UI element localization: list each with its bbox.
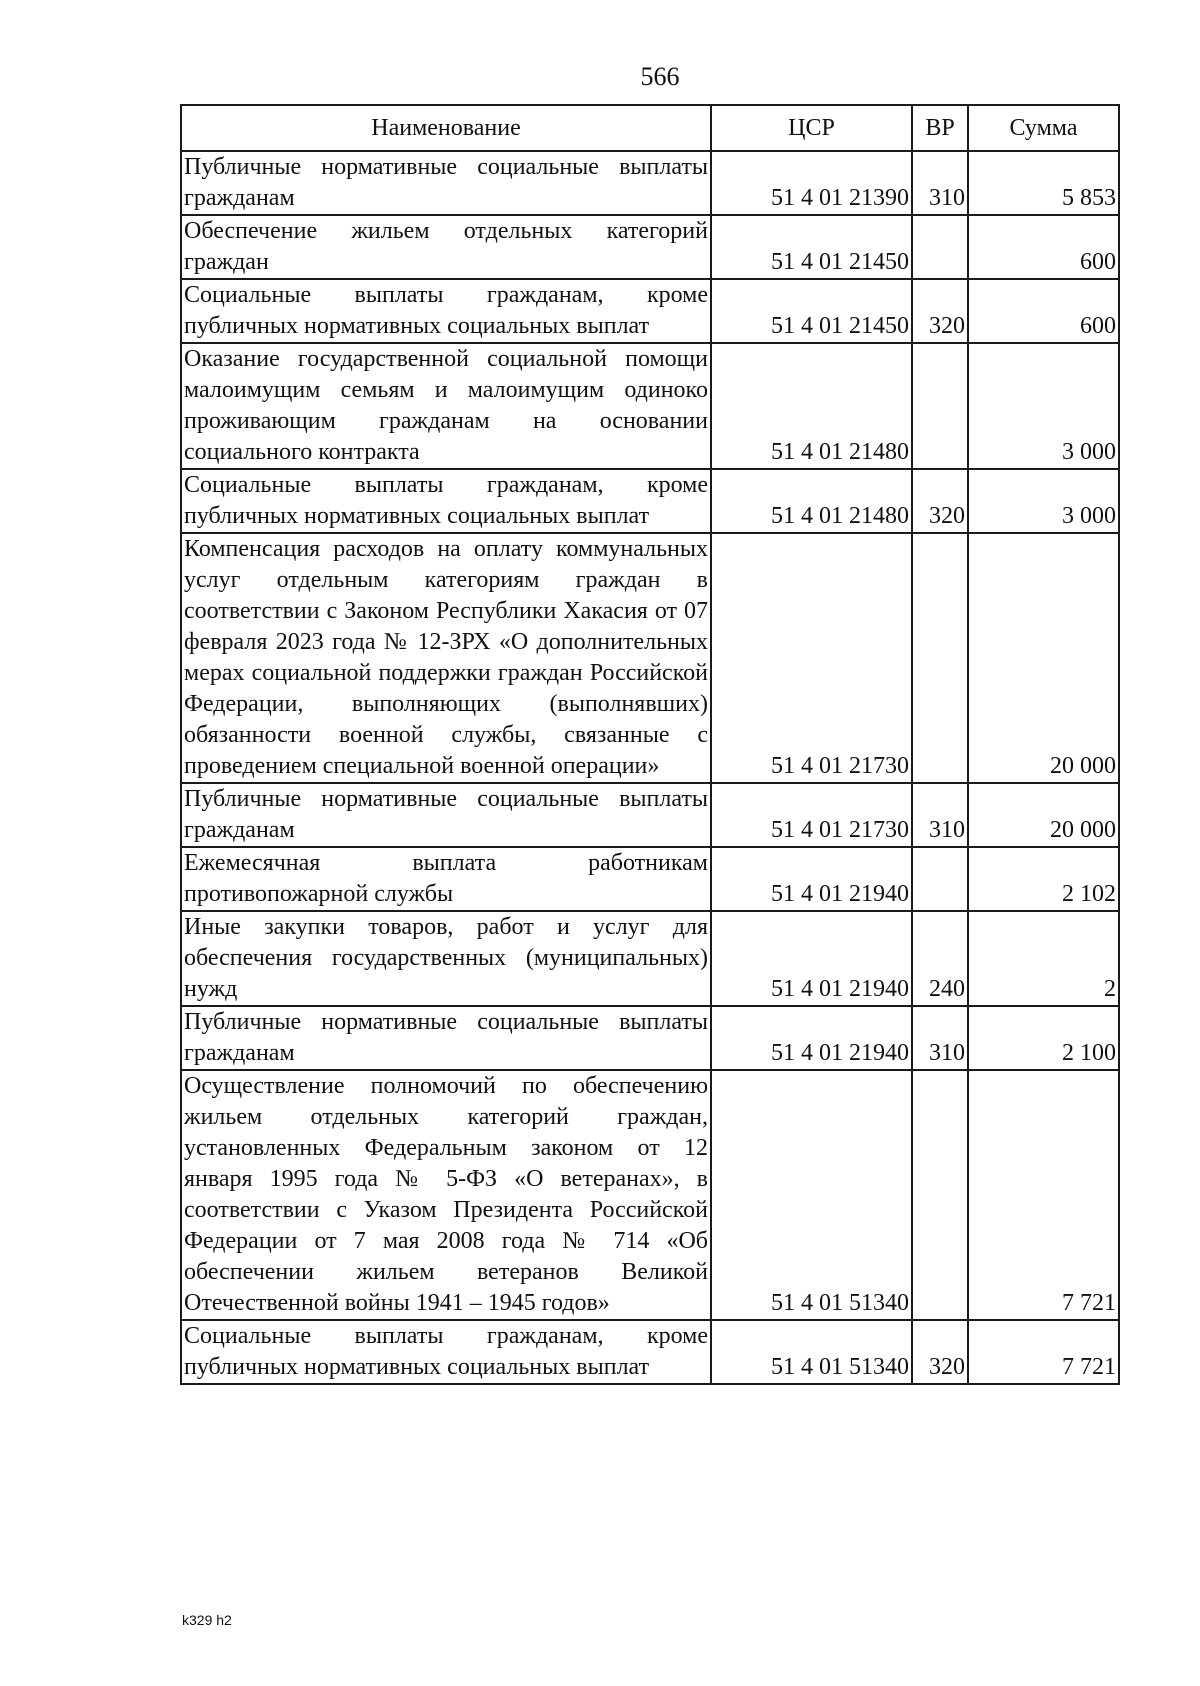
document-code: k329 h2 <box>182 1612 232 1628</box>
table-row <box>181 215 1119 279</box>
row-csr: 51 4 01 21730 <box>711 533 912 783</box>
table-row <box>181 279 1119 343</box>
row-sum: 2 100 <box>968 1006 1119 1070</box>
row-csr: 51 4 01 21730 <box>711 783 912 847</box>
row-name: Публичные нормативные социальные выплаты гражданам <box>181 1006 711 1070</box>
table-row <box>181 1006 1119 1070</box>
table-row <box>181 911 1119 1006</box>
row-vr: 310 <box>912 783 968 847</box>
row-sum: 5 853 <box>968 151 1119 215</box>
row-vr <box>912 847 968 911</box>
row-csr: 51 4 01 21480 <box>711 469 912 533</box>
row-sum: 7 721 <box>968 1070 1119 1320</box>
row-vr <box>912 343 968 469</box>
table-row <box>181 783 1119 847</box>
row-sum: 20 000 <box>968 783 1119 847</box>
row-vr <box>912 533 968 783</box>
table-header-row <box>181 105 1119 151</box>
table-row <box>181 847 1119 911</box>
header-name: Наименование <box>181 105 711 151</box>
row-csr: 51 4 01 21450 <box>711 215 912 279</box>
table-row <box>181 1070 1119 1320</box>
table-row <box>181 151 1119 215</box>
table-row <box>181 533 1119 783</box>
row-name: Компенсация расходов на оплату коммунальных услуг отдельным категориям граждан в соответствии с Законом Республики Хакасия от 07 февраля 2023 года № 12-ЗРХ «О дополнительных мерах социальной поддержки граждан Российской Федерации, выполняющих (выполнявших) обязанности военной службы, связанные с проведением специальной военной операции» <box>181 533 711 783</box>
table-row <box>181 343 1119 469</box>
row-name: Социальные выплаты гражданам, кроме публичных нормативных социальных выплат <box>181 279 711 343</box>
row-vr: 240 <box>912 911 968 1006</box>
row-sum: 2 <box>968 911 1119 1006</box>
row-csr: 51 4 01 21940 <box>711 847 912 911</box>
row-csr: 51 4 01 51340 <box>711 1070 912 1320</box>
header-csr: ЦСР <box>711 105 912 151</box>
row-sum: 7 721 <box>968 1320 1119 1384</box>
row-vr: 320 <box>912 469 968 533</box>
row-csr: 51 4 01 21940 <box>711 1006 912 1070</box>
budget-table <box>180 104 1120 1385</box>
row-csr: 51 4 01 51340 <box>711 1320 912 1384</box>
row-csr: 51 4 01 21480 <box>711 343 912 469</box>
row-sum: 3 000 <box>968 343 1119 469</box>
page-number: 566 <box>640 62 680 91</box>
row-sum: 600 <box>968 215 1119 279</box>
row-vr <box>912 1070 968 1320</box>
row-sum: 20 000 <box>968 533 1119 783</box>
row-name: Обеспечение жильем отдельных категорий граждан <box>181 215 711 279</box>
row-name: Публичные нормативные социальные выплаты гражданам <box>181 783 711 847</box>
row-vr: 310 <box>912 151 968 215</box>
row-name: Оказание государственной социальной помощи малоимущим семьям и малоимущим одиноко проживающим гражданам на основании социального контракта <box>181 343 711 469</box>
row-vr: 320 <box>912 279 968 343</box>
row-name: Иные закупки товаров, работ и услуг для обеспечения государственных (муниципальных) нужд <box>181 911 711 1006</box>
header-sum: Сумма <box>968 105 1119 151</box>
row-name: Ежемесячная выплата работникам противопожарной службы <box>181 847 711 911</box>
row-sum: 2 102 <box>968 847 1119 911</box>
row-name: Социальные выплаты гражданам, кроме публичных нормативных социальных выплат <box>181 469 711 533</box>
table-row <box>181 469 1119 533</box>
row-csr: 51 4 01 21450 <box>711 279 912 343</box>
row-csr: 51 4 01 21390 <box>711 151 912 215</box>
header-vr: ВР <box>912 105 968 151</box>
row-vr: 310 <box>912 1006 968 1070</box>
row-csr: 51 4 01 21940 <box>711 911 912 1006</box>
row-name: Социальные выплаты гражданам, кроме публичных нормативных социальных выплат <box>181 1320 711 1384</box>
row-vr: 320 <box>912 1320 968 1384</box>
row-vr <box>912 215 968 279</box>
table-row <box>181 1320 1119 1384</box>
row-sum: 600 <box>968 279 1119 343</box>
row-sum: 3 000 <box>968 469 1119 533</box>
row-name: Публичные нормативные социальные выплаты гражданам <box>181 151 711 215</box>
row-name: Осуществление полномочий по обеспечению жильем отдельных категорий граждан, установленных Федеральным законом от 12 января 1995 года № 5-ФЗ «О ветеранах», в соответствии с Указом Президента Российской Федерации от 7 мая 2008 года № 714 «Об обеспечении жильем ветеранов Великой Отечественной войны 1941 – 1945 годов» <box>181 1070 711 1320</box>
